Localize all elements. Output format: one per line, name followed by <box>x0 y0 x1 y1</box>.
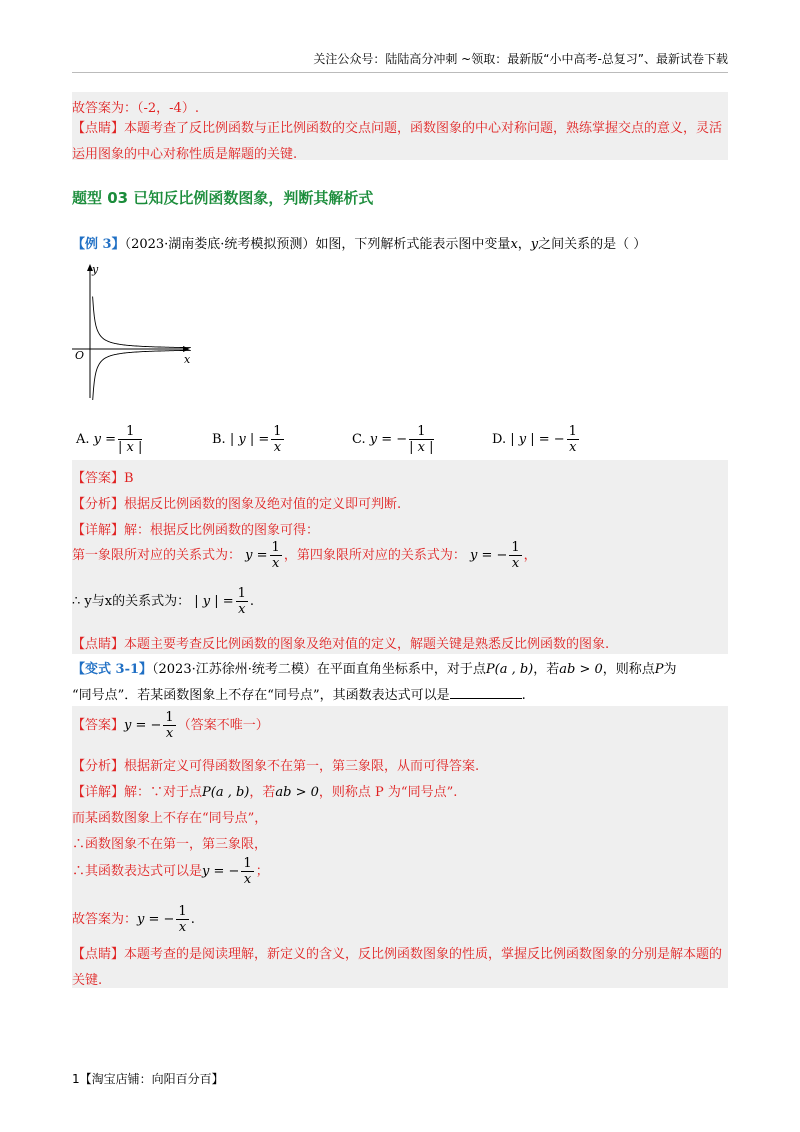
variation-3-1-stem-line2 <box>72 684 526 703</box>
q1-den: x <box>272 556 280 571</box>
var-sep: ， <box>517 237 531 252</box>
variation-point: P(a , b) <box>485 662 534 677</box>
q4-num: 1 <box>511 540 520 555</box>
relation-den: x <box>238 602 246 617</box>
example-3-answer: 【答案】B <box>72 471 134 486</box>
variation-detail-4 <box>72 856 269 887</box>
option-b-den: x <box>273 440 282 455</box>
header-divider <box>72 72 728 73</box>
final-answer-label: 故答案为： <box>72 912 138 927</box>
q4-end: ， <box>523 548 537 563</box>
relation-text: ∴ y与x的关系式为： <box>72 594 191 609</box>
example-3-detail: 【详解】解：根据反比例函数的图象可得： <box>72 523 320 538</box>
relation-lhs: | y | = <box>194 594 234 609</box>
detail4-text: ∴其函数表达式可以是 <box>72 864 203 879</box>
option-a-den: | x | <box>118 440 143 455</box>
variation-answer-note: （答案不唯一） <box>177 718 269 733</box>
example-3-comment: 【点睛】本题主要考查反比例函数的图象及绝对值的定义，解题关键是熟悉反比例函数的图象. <box>72 637 610 652</box>
variation-3-1-stem <box>72 658 677 677</box>
variation-answer-num: 1 <box>165 710 174 725</box>
option-b-num: 1 <box>273 424 282 439</box>
page-footer: 1【淘宝店铺：向阳百分百】 <box>72 1072 224 1086</box>
example-3-tag: 【例 3】 <box>72 237 125 252</box>
x-axis-arrow <box>183 346 190 352</box>
example-3-quadrants <box>72 540 537 571</box>
option-d-letter: D. <box>492 432 507 447</box>
detail4-den: x <box>243 872 252 887</box>
option-c[interactable] <box>352 424 436 455</box>
detail1-point: P(a , b) <box>202 785 250 800</box>
final-answer-lhs: y = − <box>137 912 175 927</box>
option-c-den: | x | <box>409 440 434 455</box>
example-3-stem <box>72 233 646 252</box>
option-d-lhs: | y | = − <box>510 432 565 447</box>
prev-comment: 【点睛】本题考查了反比例函数与正比例函数的交点问题，函数图象的中心对称问题，熟练掌握交点的意义，灵活运用图象的中心对称性质是解题的关键. <box>72 121 723 162</box>
x-axis-label: x <box>184 353 191 366</box>
variation-stem-part3: ，则称点 <box>602 662 655 677</box>
detail4-end: ； <box>255 864 269 879</box>
detail1-cond: ab > 0 <box>275 785 319 800</box>
page-header: 关注公众号：陆陆高分冲刺 ~领取：最新版“小中高考-总复习”、最新试卷下载 <box>313 52 728 66</box>
option-a-letter: A. <box>76 432 90 447</box>
variation-answer-den: x <box>165 726 174 741</box>
option-b-letter: B. <box>212 432 226 447</box>
q4-lhs: y = − <box>469 548 508 563</box>
example-3-tail: 之间关系的是（ ） <box>538 237 647 252</box>
variation-p: P <box>654 662 664 677</box>
var-x: x <box>510 237 518 252</box>
variation-comment: 【点睛】本题考查的是阅读理解，新定义的含义，反比例函数图象的性质，掌握反比例函数图象的分别是解本题的关键. <box>72 947 723 988</box>
variation-final-answer <box>72 904 195 935</box>
variation-stem-end: . <box>521 688 526 703</box>
q1-lhs: y = <box>245 548 268 563</box>
detail4-num: 1 <box>243 856 252 871</box>
option-d[interactable] <box>492 424 581 455</box>
variation-detail-2: 而某函数图象上不存在“同号点”， <box>72 811 268 826</box>
option-a[interactable] <box>76 424 144 455</box>
curve-upper <box>93 297 191 348</box>
option-c-letter: C. <box>352 432 366 447</box>
variation-answer-lhs: y = − <box>124 718 162 733</box>
section-title: 题型 03 已知反比例函数图象，判断其解析式 <box>72 189 374 207</box>
variation-answer <box>72 710 269 741</box>
option-a-num: 1 <box>118 424 142 440</box>
variation-3-1-tag: 【变式 3-1】 <box>72 662 153 677</box>
option-d-den: x <box>569 440 577 455</box>
var-y: y <box>530 237 539 252</box>
option-a-lhs: y = <box>93 432 117 447</box>
example-3-source: （2023·湖南娄底·统考模拟预测）如图，下列解析式能表示图中变量 <box>124 237 511 252</box>
relation-end: . <box>249 594 255 609</box>
prev-answer: 故答案为：（-2，-4）. <box>72 101 199 116</box>
option-b[interactable] <box>212 424 286 455</box>
hyperbola-graph <box>68 262 198 400</box>
relation-num: 1 <box>237 586 246 601</box>
example-3-analysis: 【分析】根据反比例函数的图象及绝对值的定义即可判断. <box>72 497 402 512</box>
option-c-lhs: y = − <box>369 432 408 447</box>
q4-den: x <box>511 556 520 571</box>
option-c-num: 1 <box>409 424 433 440</box>
q4-text: ，第四象限所对应的关系式为： <box>283 548 466 563</box>
detail1-mid: ，若 <box>249 785 276 800</box>
variation-stem-part1: （2023·江苏徐州·统考二模）在平面直角坐标系中，对于点 <box>152 662 486 677</box>
variation-detail-3: ∴函数图象不在第一，第三象限， <box>72 837 268 852</box>
final-answer-end: . <box>190 912 195 927</box>
variation-detail-1 <box>72 781 457 800</box>
final-answer-num: 1 <box>178 904 187 919</box>
answer-blank[interactable] <box>450 686 522 699</box>
variation-analysis: 【分析】根据新定义可得函数图象不在第一，第三象限，从而可得答案. <box>72 759 480 774</box>
variation-stem-part2: ，若 <box>533 662 560 677</box>
variation-condition: ab > 0 <box>559 662 603 677</box>
option-b-lhs: | y | = <box>229 432 270 447</box>
example-3-relation <box>72 586 254 617</box>
detail4-lhs: y = − <box>202 864 240 879</box>
detail1-end: ，则称点 P 为“同号点”. <box>318 785 458 800</box>
variation-answer-label: 【答案】 <box>72 718 125 733</box>
origin-label: O <box>75 349 85 362</box>
q1-num: 1 <box>271 540 280 555</box>
option-d-num: 1 <box>568 424 577 439</box>
variation-stem-line2: “同号点”．若某函数图象上不存在“同号点”，其函数表达式可以是 <box>72 688 450 703</box>
variation-stem-part4: 为 <box>663 662 677 677</box>
q1-text: 第一象限所对应的关系式为： <box>72 548 242 563</box>
y-axis-label: y <box>92 263 99 276</box>
curve-lower <box>93 350 191 400</box>
final-answer-den: x <box>178 920 187 935</box>
detail1-text: 【详解】解：∵对于点 <box>72 785 203 800</box>
